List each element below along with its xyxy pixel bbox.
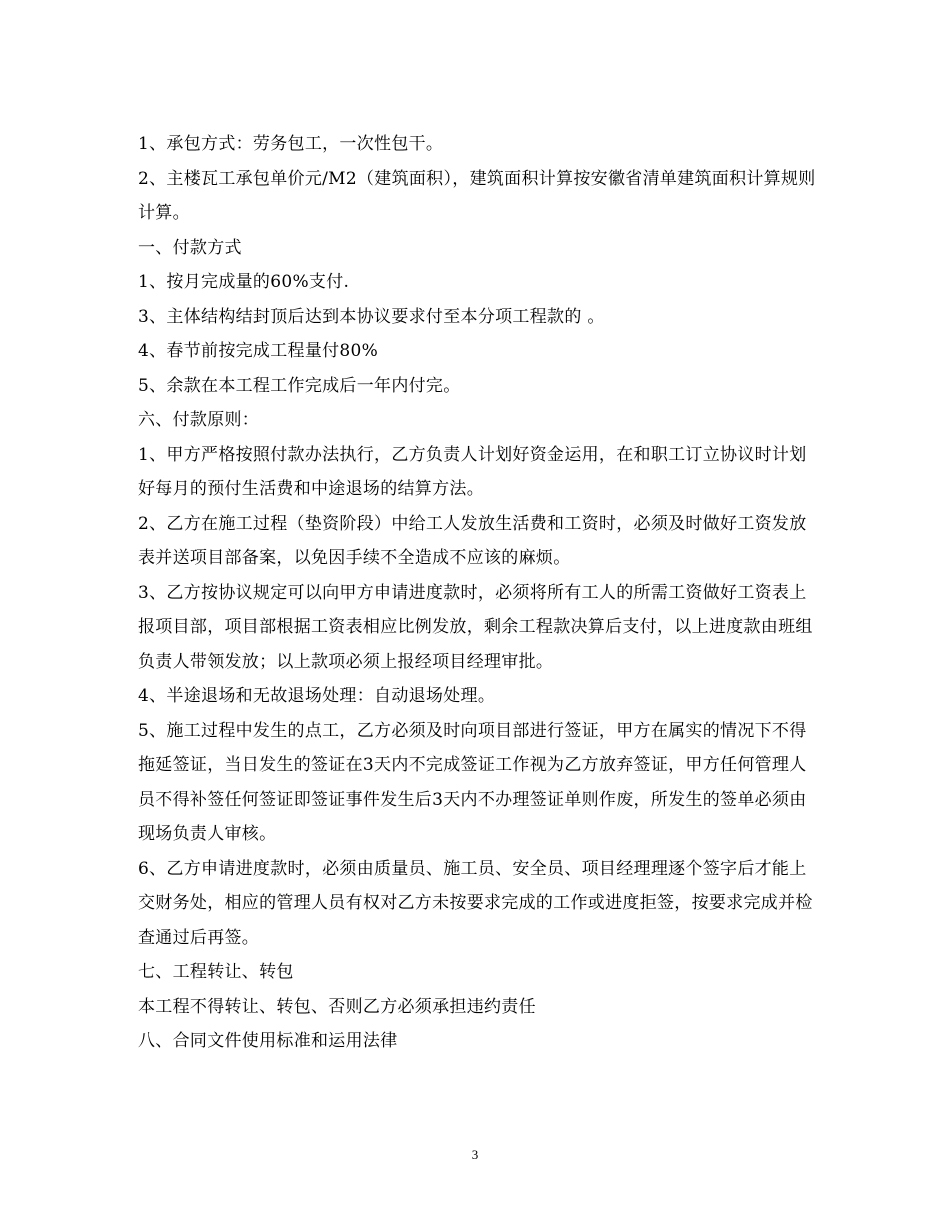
paragraph-spring-festival-payment: 4、春节前按完成工程量付80% xyxy=(138,341,379,361)
paragraph-principle-5: 5、施工过程中发生的点工，乙方必须及时向项目部进行签证，甲方在属实的情况下不得拖延签证，当日发生的签证在3天内不完成签证工作视为乙方放弃签证，甲方任何管理人员不得补签任何签证即签证事件发生后3天内不办理签证单则作废，所发生的签单必须由现场负责人审核。 xyxy=(138,720,807,844)
paragraph-principle-1: 1、甲方严格按照付款办法执行，乙方负责人计划好资金运用，在和职工订立协议时计划好每月的预付生活费和中途退场的结算方法。 xyxy=(138,444,807,499)
heading-payment-method: 一、付款方式 xyxy=(138,237,242,258)
paragraph-no-transfer: 本工程不得转让、转包、否则乙方必须承担违约责任 xyxy=(138,996,536,1017)
paragraph-principle-6: 6、乙方申请进度款时，必须由质量员、施工员、安全员、项目经理理逐个签字后才能上交财务处，相应的管理人员有权对乙方未按要求完成的工作或进度拒签，按要求完成并检查通过后再签。 xyxy=(138,858,813,948)
paragraph-topping-out-payment: 3、主体结构结封顶后达到本协议要求付至本分项工程款的 。 xyxy=(138,306,605,327)
paragraph-principle-2: 2、乙方在施工过程（垫资阶段）中给工人发放生活费和工资时，必须及时做好工资发放表并送项目部备案，以免因手续不全造成不应该的麻烦。 xyxy=(138,513,807,568)
heading-payment-principles: 六、付款原则： xyxy=(138,410,260,430)
paragraph-monthly-payment: 1、按月完成量的60%支付. xyxy=(138,272,350,292)
paragraph-principle-3: 3、乙方按协议规定可以向甲方申请进度款时，必须将所有工人的所需工资做好工资表上报项目部，项目部根据工资表相应比例发放，剩余工程款决算后支付，以上进度款由班组负责人带领发放；以上款项必须上报经项目经理审批。 xyxy=(138,582,813,672)
paragraph-balance-payment: 5、余款在本工程工作完成后一年内付完。 xyxy=(138,375,461,396)
paragraph-principle-4: 4、半途退场和无故退场处理：自动退场处理。 xyxy=(138,686,496,706)
paragraph-contract-method: 1、承包方式：劳务包工，一次性包干。 xyxy=(138,134,444,154)
paragraph-unit-price: 2、主楼瓦工承包单价元/M2（建筑面积），建筑面积计算按安徽省清单建筑面积计算规则计算。 xyxy=(138,168,816,223)
document-body xyxy=(138,127,818,1059)
heading-contract-documents: 八、合同文件使用标准和运用法律 xyxy=(138,1031,398,1051)
heading-transfer-subcontract: 七、工程转让、转包 xyxy=(138,962,294,982)
page-number: 3 xyxy=(471,1147,479,1162)
